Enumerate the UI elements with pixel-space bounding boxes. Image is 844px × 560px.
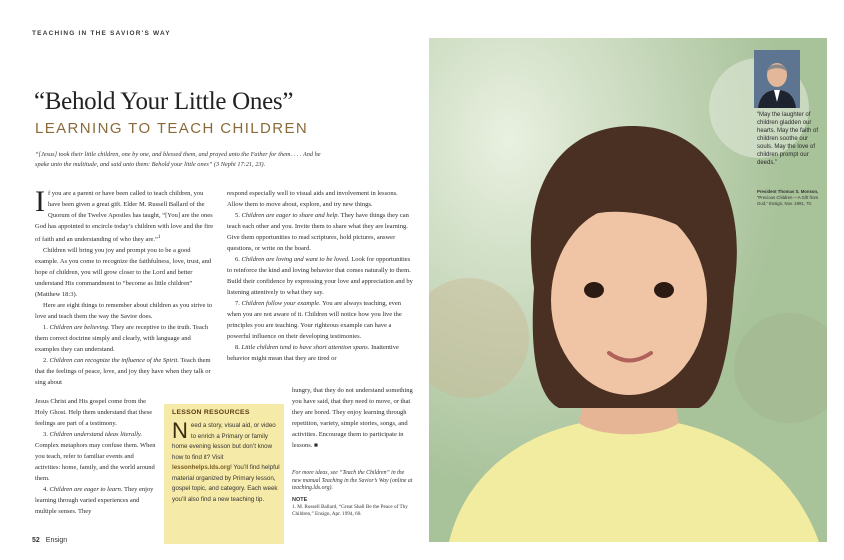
- paragraph: hungry, that they do not understand something you have said, that they need to move, or that they are bored. They enjoy learning through repetition, variety, simple stories, songs, and activities. Encourage them to participate in lessons. ■: [292, 387, 413, 449]
- list-item: 1. Children are believing. They are receptive to the truth. Teach them correct doctrine simply and clearly, with language and examples they can understand.: [35, 324, 209, 354]
- paragraph: Jesus Christ and His gospel come from the Holy Ghost. Help them understand that these feelings are part of a testimony.: [35, 398, 153, 427]
- page-folio: [32, 537, 67, 544]
- paragraph: respond especially well to visual aids and involvement in lessons. Allow them to move about, explore, and try new things.: [227, 190, 398, 208]
- list-item: 4. Children are eager to learn. They enjoy learning through varied experiences and multiple senses. They: [35, 486, 154, 515]
- column-two: [227, 188, 414, 364]
- lesson-resources-title: LESSON RESOURCES: [172, 409, 250, 416]
- scripture-epigraph: “[Jesus] took their little children, one by one, and blessed them, and prayed unto the Father for them. . . . And he spake unto the multitude, and said unto them: Behold your little ones” (3 Nephi 17:21, 23).: [35, 151, 321, 168]
- footnote-text: 1. M. Russell Ballard, “Great Shall Be the Peace of Thy Children,” Ensign, Apr. 1994, 60.: [292, 504, 408, 517]
- list-item: 6. Children are loving and want to be loved. Look for opportunities to reinforce the kind and loving behavior that comes naturally to them. Build their confidence by expressing your love and appreciation and by listening attentively to what they say.: [227, 256, 413, 296]
- page-number: 52: [32, 537, 40, 544]
- author-portrait: [754, 50, 800, 108]
- magazine-name: Ensign: [45, 537, 68, 544]
- column-two-lower: [292, 385, 414, 451]
- article-subtitle: LEARNING TO TEACH CHILDREN: [35, 120, 309, 137]
- list-item: 2. Children can recognize the influence of the Spirit. Teach them that the feelings of peace, love, and joy they have when they talk or sing about: [35, 357, 211, 387]
- column-one: [35, 185, 215, 388]
- paragraph: Here are eight things to remember about children as you strive to love and teach them the way the Savior does.: [35, 302, 213, 321]
- paragraph-intro: If you are a parent or have been called to teach children, you have been given a great gift. Elder M. Russell Ballard of the Quorum of the Twelve Apostles has taught, “[You] are the ones God has appointed to encircle today’s children with love and the fire of faith and an understanding of who they are.”$^1$: [35, 185, 214, 244]
- more-ideas-note: For more ideas, see “Teach the Children” in the new manual Teaching in the Savior’s Way (online at teaching.lds.org).: [292, 470, 413, 491]
- list-item: 3. Children understand ideas literally. Complex metaphors may confuse them. When you teach, refer to familiar events and activities: home, family, and the world around them.: [35, 431, 156, 482]
- list-item: 8. Little children tend to have short attention spans. Inattentive behavior might mean that they are tired or: [227, 344, 399, 362]
- sidebar-quote: “May the laughter of children gladden our hearts. May the faith of children soothe our souls. May the love of children prompt our deeds.”: [757, 112, 819, 166]
- paragraph: Children will bring you joy and prompt you to be a good example. As you come to recognize the faithfulness, love, trust, and hope of children, you will grow closer to the Lord and better understand His commandment to “become as little children” (Matthew 18:3).: [35, 247, 212, 299]
- note-label: NOTE: [292, 497, 308, 503]
- column-one-lower: [35, 396, 158, 517]
- lesson-helps-link[interactable]: lessonhelps.lds.org: [172, 464, 231, 471]
- drop-cap: N: [172, 418, 188, 443]
- section-kicker: TEACHING IN THE SAVIOR'S WAY: [32, 30, 171, 37]
- list-item: 5. Children are eager to share and help. They have things they can teach each other and you. Invite them to share what they are learning. Give them opportunities to read scriptures, hold pictures, answer questions, or write on the board.: [227, 212, 409, 252]
- end-mark: ■: [314, 442, 318, 449]
- quote-attribution: President Thomas S. Monson, “Precious Children —A Gift from God,” Ensign, Nov. 1991, 70.: [757, 189, 819, 206]
- drop-cap: I: [35, 185, 45, 218]
- list-item: 7. Children follow your example. You are always teaching, even when you are not aware of it. Children will notice how you live the principles you are teaching. Your righteous example can have a powerful influence on their developing testimonies.: [227, 300, 402, 340]
- footnote-ref: 1: [157, 234, 161, 240]
- article-title: “Behold Your Little Ones”: [34, 88, 294, 115]
- lesson-resources-body: Need a story, visual aid, or video to enrich a Primary or family home evening lesson but don’t know how to find it? Visit lessonhelps.lds.org! You’ll find helpful material organized by Primary lesson, gospel topic, and category. Each week you’ll also find a new teaching tip.: [172, 418, 280, 503]
